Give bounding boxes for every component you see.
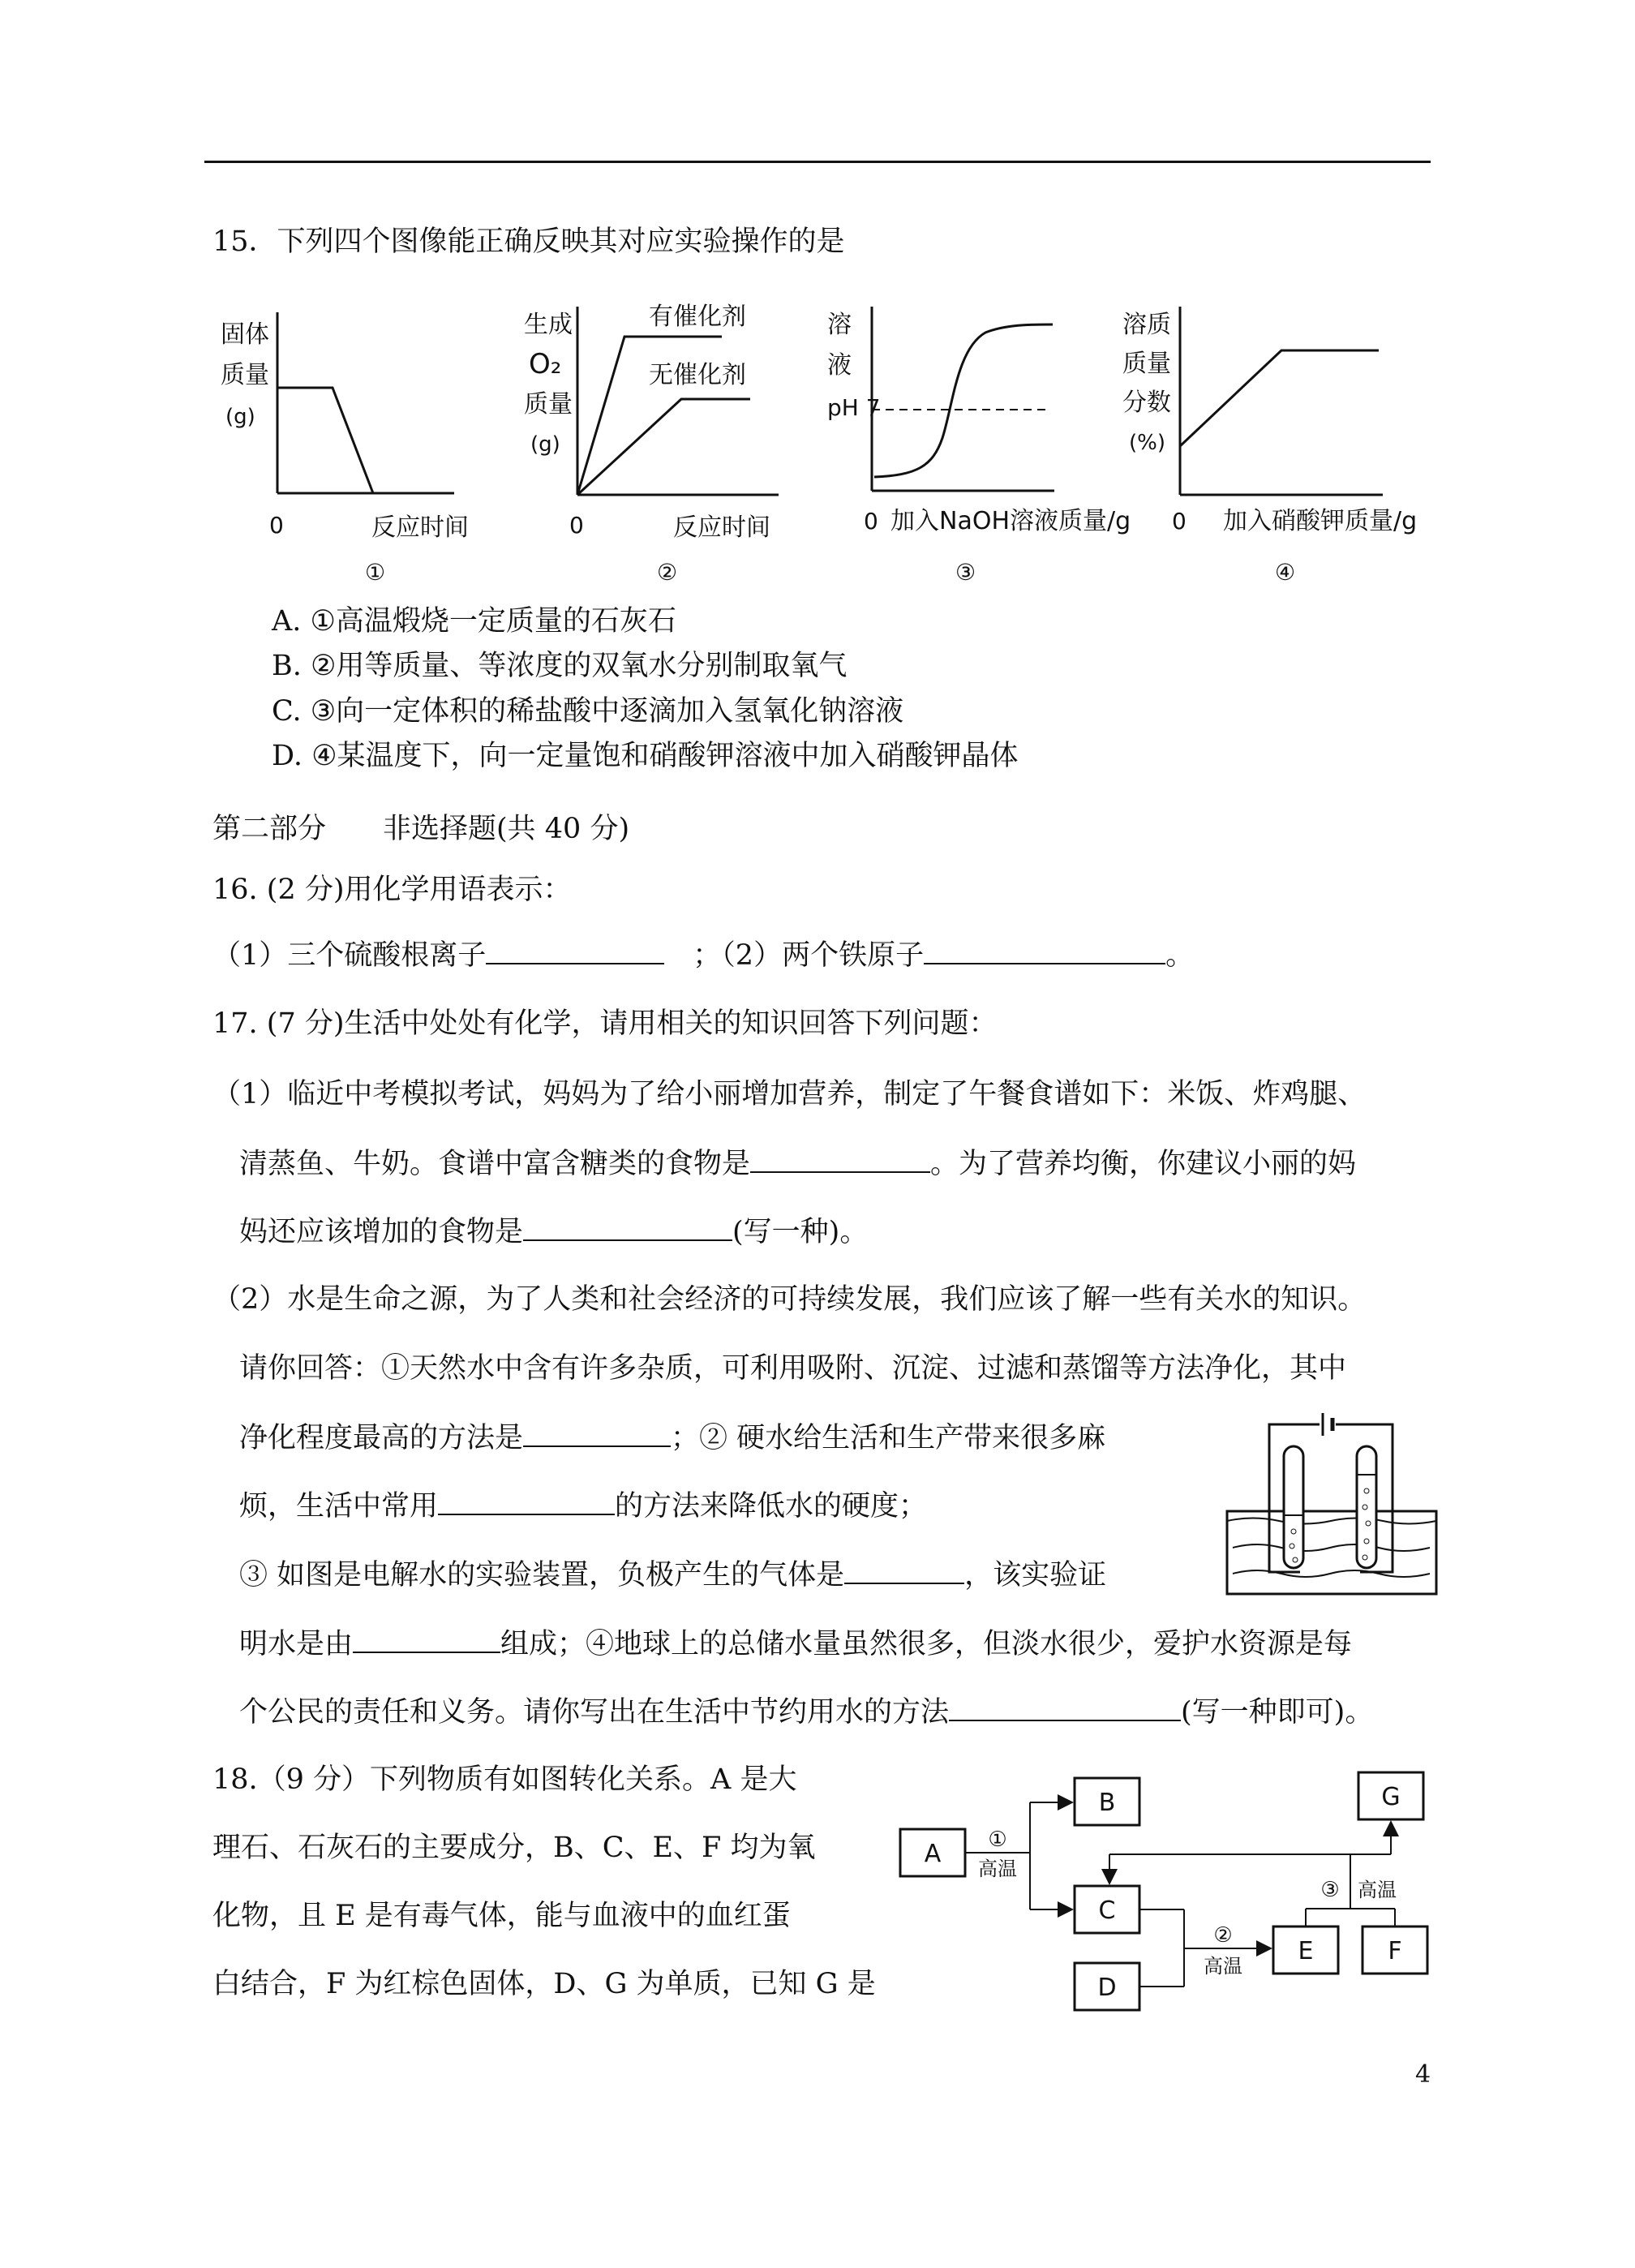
graph2-caption: ②: [657, 559, 678, 586]
box-d-label: D: [1097, 1974, 1117, 2002]
graph3-ylabel-2: 液: [827, 351, 852, 380]
graph3-ylabel-1: 溶: [827, 311, 852, 339]
graph-4: [1122, 307, 1417, 586]
graph2-origin: 0: [569, 512, 584, 539]
q17-blank-composition[interactable]: [353, 1624, 500, 1653]
q17-line-7: [239, 1486, 927, 1526]
q17-line-2: [239, 1144, 1356, 1183]
page-number: 4: [1415, 2060, 1431, 2089]
q17-blank-added-food[interactable]: [523, 1212, 732, 1241]
q17-blank-water-saving[interactable]: [949, 1692, 1181, 1721]
q17-l2-text-b: 。为了营养均衡，你建议小丽的妈: [930, 1148, 1357, 1180]
header-rule: [204, 161, 1431, 163]
q15-option-a: A. ①高温煅烧一定质量的石灰石: [272, 605, 676, 638]
arrow3-number: ③: [1320, 1878, 1340, 1902]
arrow2-number: ②: [1213, 1923, 1233, 1948]
q17-l6-text-b: ；② 硬水给生活和生产带来很多麻: [671, 1422, 1106, 1454]
q16-part2: ；（2）两个铁原子: [693, 939, 925, 972]
box-a-label: A: [924, 1840, 942, 1868]
arrow1-condition: 高温: [978, 1858, 1017, 1880]
q18-line-1: 18.（9 分）下列物质有如图转化关系。A 是大: [212, 1763, 797, 1796]
water-wave-2: [1233, 1570, 1430, 1577]
q17-line-4: （2）水是生命之源，为了人类和社会经济的可持续发展，我们应该了解一些有关水的知识。: [212, 1283, 1367, 1316]
graph3-origin: 0: [864, 508, 878, 535]
graph4-curve: [1180, 350, 1379, 446]
q18-line-4: 白结合，F 为红棕色固体，D、G 为单质，已知 G 是: [212, 1968, 876, 2000]
graph2-curve-no-catalyst: [577, 399, 750, 495]
graph2-curve-label-2: 无催化剂: [649, 361, 746, 389]
q16-blank-1[interactable]: [486, 935, 664, 964]
q18-line-2: 理石、石灰石的主要成分，B、C、E、F 均为氧: [212, 1832, 816, 1864]
q17-l9-text-a: 明水是由: [239, 1628, 354, 1660]
graph4-origin: 0: [1172, 508, 1187, 535]
graph1-ylabel-1: 固体: [221, 320, 269, 349]
q17-blank-purify-method[interactable]: [523, 1418, 671, 1447]
q16-stem: 16. (2 分)用化学用语表示：: [212, 874, 572, 906]
q17-blank-sugar-food[interactable]: [750, 1144, 930, 1173]
graph1-curve: [277, 388, 373, 493]
q16-part1: （1）三个硫酸根离子: [212, 939, 487, 972]
q17-line-9: [239, 1624, 1352, 1664]
graph4-xlabel: 加入硝酸钾质量/g: [1223, 507, 1418, 535]
conversion-diagram: [892, 1760, 1444, 2020]
graph-3: [827, 307, 1131, 586]
graph-2: [524, 303, 779, 586]
box-g-label: G: [1381, 1783, 1401, 1811]
tube-left: [1284, 1446, 1303, 1568]
q18-line-3: 化物，且 E 是有毒气体，能与血液中的血红蛋: [212, 1900, 791, 1932]
graph4-ylabel-3: 分数: [1122, 389, 1171, 417]
water-wave-1: [1233, 1544, 1430, 1551]
electrolysis-apparatus: [1221, 1402, 1448, 1600]
graph1-ylabel-2: 质量: [221, 361, 269, 389]
q17-l7-text-b: 的方法来降低水的硬度；: [615, 1490, 928, 1523]
q15-graphs: [203, 292, 1435, 592]
tube-right: [1357, 1446, 1376, 1568]
graph1-ylabel-3: (g): [225, 405, 255, 429]
graph4-caption: ④: [1275, 559, 1296, 586]
q17-l6-text-a: 净化程度最高的方法是: [239, 1422, 524, 1454]
box-c-label: C: [1098, 1896, 1116, 1925]
graph2-ylabel-4: (g): [530, 432, 560, 457]
arrow3-condition: 高温: [1358, 1879, 1397, 1901]
q17-l3-text-b: (写一种)。: [732, 1216, 869, 1248]
box-f-label: F: [1388, 1937, 1402, 1965]
q17-stem: 17. (7 分)生活中处处有化学，请用相关的知识回答下列问题：: [212, 1007, 998, 1040]
graph2-xlabel: 反应时间: [673, 513, 770, 542]
graph2-curve-label-1: 有催化剂: [649, 303, 746, 331]
graph3-ylabel-3: pH 7: [827, 394, 881, 421]
q17-blank-soften-method[interactable]: [438, 1486, 615, 1515]
q17-line-8: [239, 1555, 1106, 1595]
q15-option-c: C. ③向一定体积的稀盐酸中逐滴加入氢氧化钠溶液: [272, 695, 904, 728]
box-b-label: B: [1098, 1789, 1116, 1817]
graph1-origin: 0: [269, 512, 284, 539]
q17-line-5: 请你回答：①天然水中含有许多杂质，可利用吸附、沉淀、过滤和蒸馏等方法净化，其中: [239, 1352, 1347, 1385]
q17-l10-text-a: 个公民的责任和义务。请你写出在生活中节约用水的方法: [239, 1696, 950, 1729]
graph3-xlabel: 加入NaOH溶液质量/g: [890, 507, 1131, 535]
graph1-caption: ①: [365, 559, 386, 586]
q16-blank-2[interactable]: [924, 935, 1165, 964]
q17-line-3: [239, 1212, 868, 1252]
q17-line-10: [239, 1692, 1373, 1732]
graph3-curve: [874, 324, 1053, 477]
q17-l10-text-b: (写一种即可)。: [1181, 1696, 1374, 1729]
box-e-label: E: [1298, 1937, 1314, 1965]
q17-l2-text-a: 清蒸鱼、牛奶。食谱中富含糖类的食物是: [239, 1148, 751, 1180]
q17-l9-text-b: 组成；④地球上的总储水量虽然很多，但淡水很少，爱护水资源是每: [500, 1628, 1353, 1660]
water-surface: [1227, 1518, 1436, 1524]
graph-1: [221, 312, 469, 586]
arrow1-number: ①: [988, 1828, 1007, 1852]
graph3-caption: ③: [955, 559, 976, 586]
q17-l8-text-a: ③ 如图是电解水的实验装置，负极产生的气体是: [239, 1559, 845, 1591]
part2-heading: 第二部分 非选择题(共 40 分): [212, 813, 630, 845]
graph2-ylabel-1: 生成: [524, 311, 573, 339]
graph4-ylabel-1: 溶质: [1122, 311, 1171, 339]
q15-option-d: D. ④某温度下，向一定量饱和硝酸钾溶液中加入硝酸钾晶体: [272, 740, 1019, 772]
graph2-ylabel-2: O₂: [529, 348, 562, 380]
graph1-xlabel: 反应时间: [371, 513, 469, 542]
q15-stem: 15．下列四个图像能正确反映其对应实验操作的是: [212, 226, 845, 258]
q17-l7-text-a: 烦，生活中常用: [239, 1490, 439, 1523]
q17-blank-negative-gas[interactable]: [844, 1555, 964, 1584]
q17-l3-text-a: 妈还应该增加的食物是: [239, 1216, 524, 1248]
graph4-ylabel-4: (%): [1129, 431, 1165, 455]
arrow2-condition: 高温: [1204, 1955, 1242, 1978]
graph4-ylabel-2: 质量: [1122, 350, 1171, 378]
q16-line: [212, 935, 1194, 975]
q16-end: 。: [1165, 939, 1195, 972]
q17-l8-text-b: ，该实验证: [964, 1559, 1107, 1591]
graph2-ylabel-3: 质量: [524, 390, 573, 419]
q15-option-b: B. ②用等质量、等浓度的双氧水分别制取氧气: [272, 650, 848, 682]
q17-line-1: （1）临近中考模拟考试，妈妈为了给小丽增加营养，制定了午餐食谱如下：米饭、炸鸡腿、: [212, 1078, 1367, 1110]
q17-line-6: [239, 1418, 1105, 1458]
